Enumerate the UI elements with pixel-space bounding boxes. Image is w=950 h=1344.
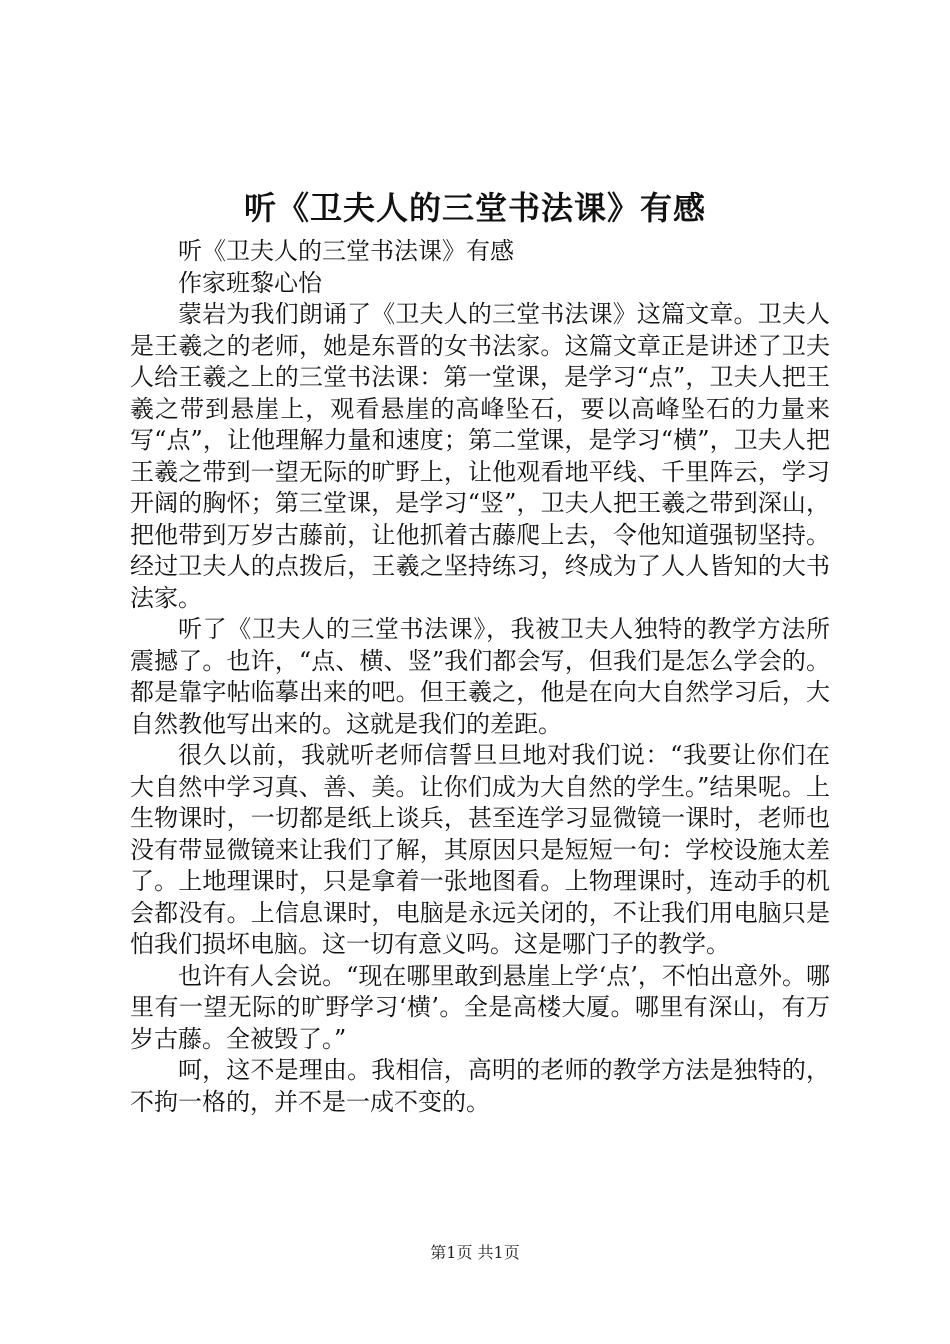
document-title: 听《卫夫人的三堂书法课》有感: [243, 189, 706, 227]
page-footer: [0, 1242, 950, 1264]
body-paragraph: 呵，这不是理由。我相信，高明的老师的教学方法是独特的，不拘一格的，并不是一成不变的。: [130, 1056, 830, 1116]
page-number: 第1页: [430, 1243, 473, 1262]
document-body: [130, 236, 830, 1118]
body-paragraph: 听了《卫夫人的三堂书法课》，我被卫夫人独特的教学方法所震撼了。也许，“点、横、竖”我们都会写，但我们是怎么学会的。都是靠字帖临摹出来的吧。但王羲之，他是在向大自然学习后，大自然教他写出来的。这就是我们的差距。: [130, 615, 830, 738]
body-paragraph: 蒙岩为我们朗诵了《卫夫人的三堂书法课》这篇文章。卫夫人是王羲之的老师，她是东晋的女书法家。这篇文章正是讲述了卫夫人给王羲之上的三堂书法课：第一堂课，是学习“点”，卫夫人把王羲之带到悬崖上，观看悬崖的高峰坠石，要以高峰坠石的力量来写“点”，让他理解力量和速度；第二堂课，是学习“横”，卫夫人把王羲之带到一望无际的旷野上，让他观看地平线、千里阵云，学习开阔的胸怀；第三堂课，是学习“竖”，卫夫人把王羲之带到深山，把他带到万岁古藤前，让他抓着古藤爬上去，令他知道强韧坚持。经过卫夫人的点拨后，王羲之坚持练习，终成为了人人皆知的大书法家。: [130, 300, 830, 612]
body-paragraph: 很久以前，我就听老师信誓旦旦地对我们说：“我要让你们在大自然中学习真、善、美。让你们成为大自然的学生。”结果呢。上生物课时，一切都是纸上谈兵，甚至连学习显微镜一课时，老师也没有带显微镜来让我们了解，其原因只是短短一句：学校设施太差了。上地理课时，只是拿着一张地图看。上物理课时，连动手的机会都没有。上信息课时，电脑是永远关闭的，不让我们用电脑只是怕我们损坏电脑。这一切有意义吗。这是哪门子的教学。: [130, 741, 830, 958]
author-line: 作家班黎心怡: [178, 268, 322, 297]
subtitle-line: 听《卫夫人的三堂书法课》有感: [178, 237, 514, 265]
page-total: 共1页: [477, 1243, 520, 1262]
body-paragraph: 也许有人会说。“现在哪里敢到悬崖上学‘点’，不怕出意外。哪里有一望无际的旷野学习‘横’。全是高楼大厦。哪里有深山，有万岁古藤。全被毁了。”: [130, 961, 830, 1053]
